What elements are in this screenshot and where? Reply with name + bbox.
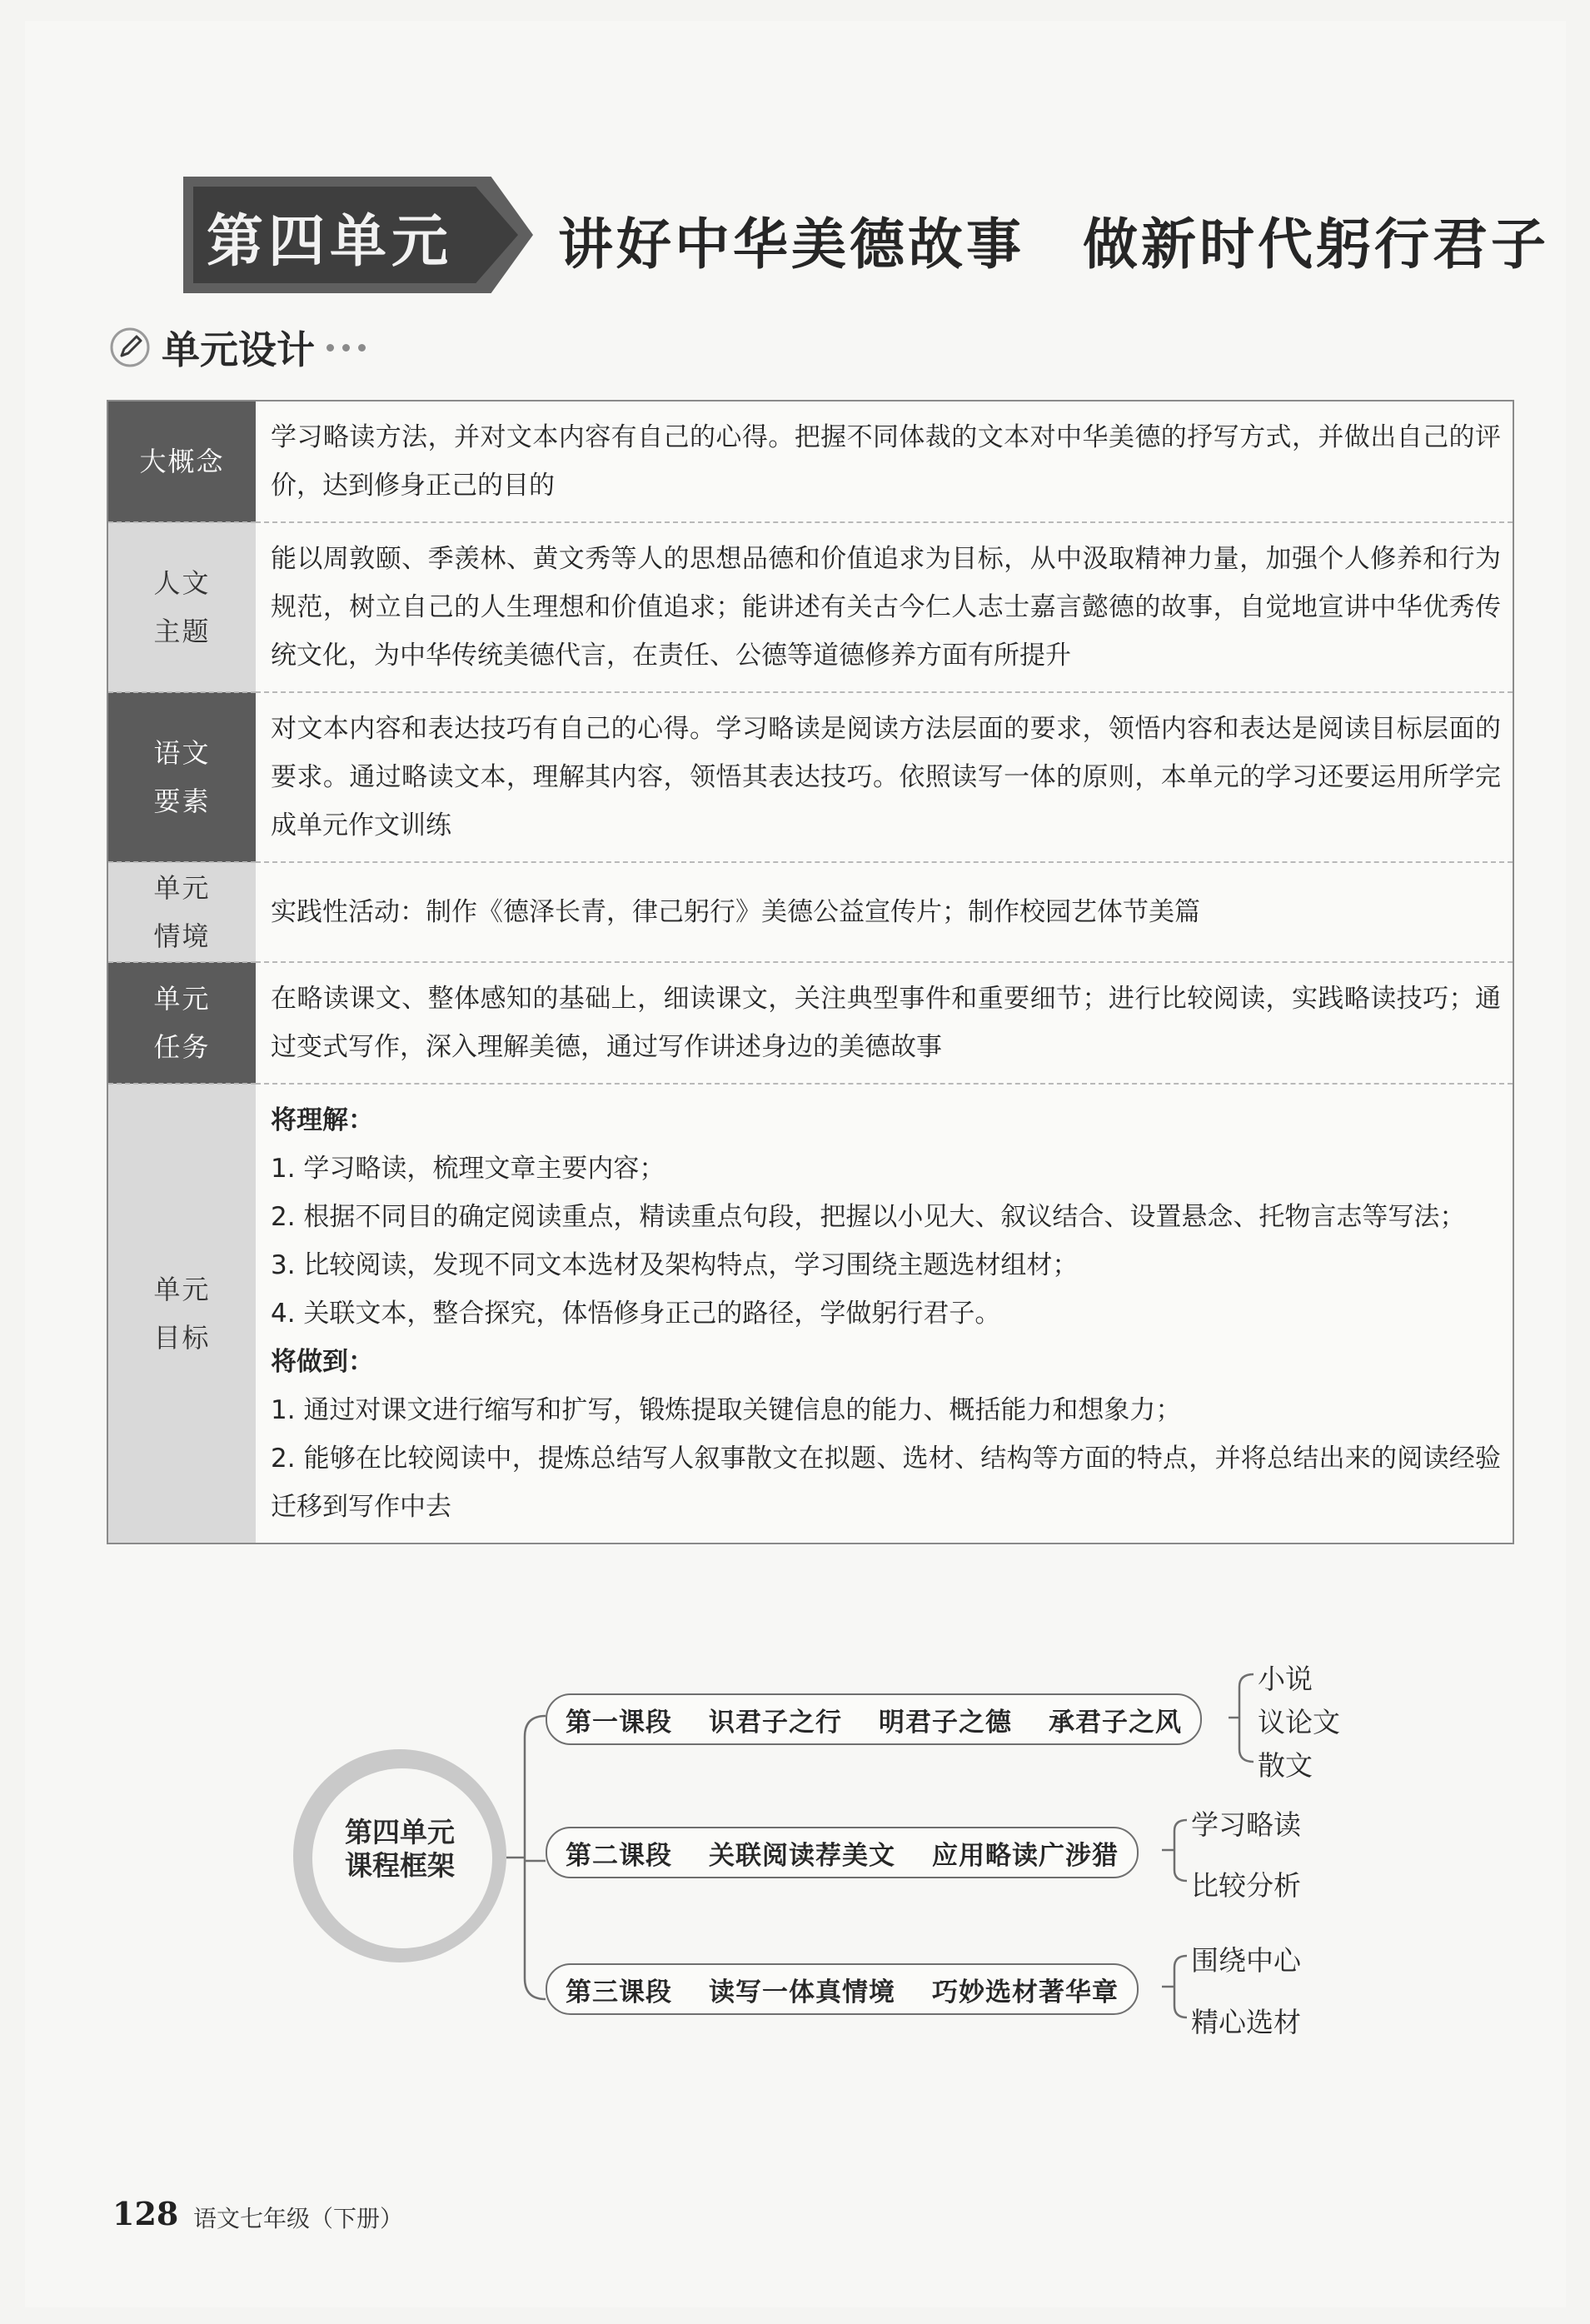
framework-center-label: 第四单元 课程框架 — [345, 1816, 455, 1882]
leaf-item: 精心选材 — [1191, 2006, 1301, 2038]
goal-item: 1. 学习略读，梳理文章主要内容； — [271, 1154, 665, 1184]
page-number: 128 — [112, 2195, 179, 2232]
text-tasks: 在略读课文、整体感知的基础上，细读课文，关注典型事件和重要细节；进行比较阅读，实践略读技巧；通过变式写作，深入理解美德，通过写作讲述身边的美德故事 — [256, 962, 1513, 1084]
slogan-part-1: 讲好中华美德故事 — [558, 212, 1024, 277]
slogan-part-2: 做新时代躬行君子 — [1083, 212, 1549, 277]
section-title: 单元设计 — [162, 327, 315, 372]
leaf-item: 学习略读 — [1191, 1808, 1301, 1841]
text-humanities: 能以周敦颐、季羡林、黄文秀等人的思想品德和价值追求为目标，从中汲取精神力量，加强个人修养和行为规范，树立自己的人生理想和价值追求；能讲述有关古今仁人志士嘉言懿德的故事，自觉地宣讲中华优秀传统文化，为中华传统美德代言，在责任、公德等道德修养方面有所提升 — [256, 522, 1513, 692]
text-language: 对文本内容和表达技巧有自己的心得。学习略读是阅读方法层面的要求，领悟内容和表达是阅读目标层面的要求。通过略读文本，理解其内容，领悟其表达技巧。依照读写一体的原则，本单元的学习还要运用所学完成单元作文训练 — [256, 692, 1513, 862]
segment-1: 第一课段 识君子之行 明君子之德 承君子之风 — [546, 1693, 1202, 1745]
segment-3: 第三课段 读写一体真情境 巧妙选材著华章 — [546, 1963, 1139, 2015]
text-situation: 实践性活动：制作《德泽长青，律己躬行》美德公益宣传片；制作校园艺体节美篇 — [256, 862, 1513, 962]
leaf-item: 围绕中心 — [1191, 1944, 1301, 1977]
label-language: 语文 要素 — [107, 692, 256, 862]
text-big-concept: 学习略读方法，并对文本内容有自己的心得。把握不同体裁的文本对中华美德的抒写方式，并做出自己的评价，达到修身正己的目的 — [256, 401, 1513, 522]
leaf-item: 比较分析 — [1191, 1869, 1301, 1902]
goal-item: 1. 通过对课文进行缩写和扩写，锻炼提取关键信息的能力、概括能力和想象力； — [271, 1395, 1182, 1425]
book-title: 语文七年级（下册） — [193, 2205, 404, 2232]
leaf-item: 散文 — [1258, 1749, 1313, 1782]
goals-do-heading: 将做到： — [271, 1347, 374, 1377]
goal-item: 2. 根据不同目的确定阅读重点，精读重点句段，把握以小见大、叙议结合、设置悬念、托物言志等写法； — [271, 1202, 1466, 1232]
label-situation: 单元 情境 — [107, 862, 256, 962]
leaf-item: 议论文 — [1258, 1706, 1340, 1738]
label-big-concept: 大概念 — [107, 401, 256, 522]
leaf-item: 小说 — [1258, 1663, 1313, 1695]
label-humanities: 人文 主题 — [107, 522, 256, 692]
label-goals: 单元 目标 — [107, 1084, 256, 1544]
goal-item: 3. 比较阅读，发现不同文本选材及架构特点，学习围绕主题选材组材； — [271, 1250, 1079, 1280]
label-tasks: 单元 任务 — [107, 962, 256, 1084]
goal-item: 2. 能够在比较阅读中，提炼总结写人叙事散文在拟题、选材、结构等方面的特点，并将总结出来的阅读经验迁移到写作中去 — [271, 1444, 1501, 1522]
goal-item: 4. 关联文本，整合探究，体悟修身正己的路径，学做躬行君子。 — [271, 1299, 1001, 1329]
goals-understand-heading: 将理解： — [271, 1105, 374, 1135]
unit-title: 第四单元 — [207, 209, 454, 275]
segment-2: 第二课段 关联阅读荐美文 应用略读广涉猎 — [546, 1827, 1139, 1878]
